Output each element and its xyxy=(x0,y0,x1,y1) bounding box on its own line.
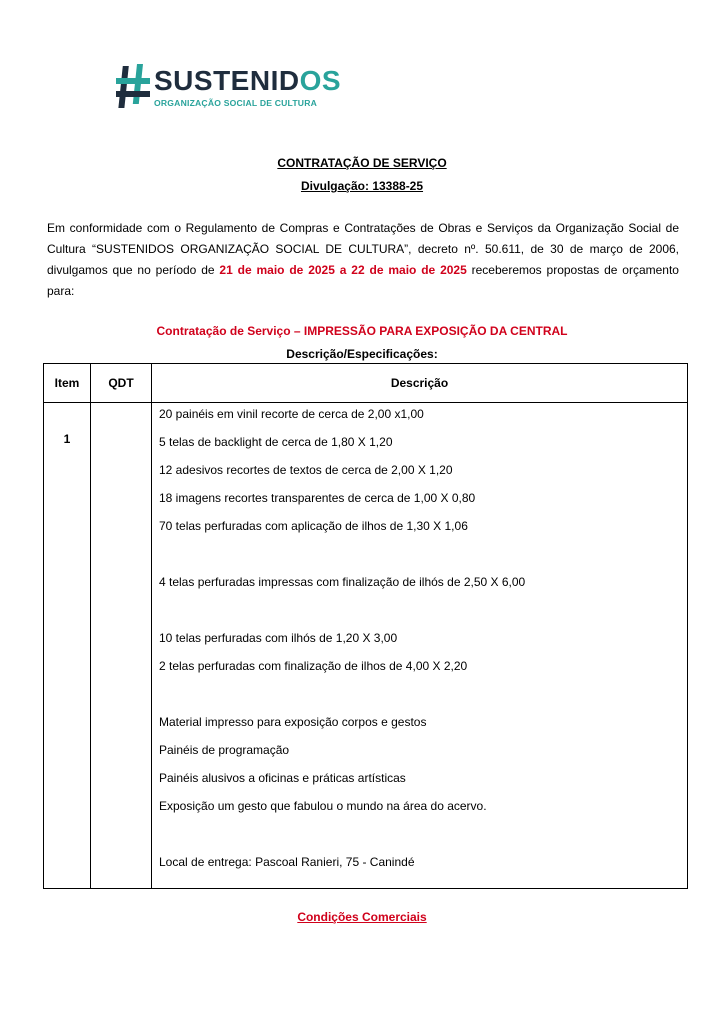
description-line: Painéis alusivos a oficinas e práticas artísticas xyxy=(159,771,406,785)
logo-subtitle: ORGANIZAÇÃO SOCIAL DE CULTURA xyxy=(154,98,318,108)
document-subtitle: Divulgação: 13388-25 xyxy=(300,179,424,193)
description-line: 10 telas perfuradas com ilhós de 1,20 X 3,00 xyxy=(159,631,398,645)
description-lines xyxy=(159,403,687,882)
item-cell xyxy=(44,403,91,889)
header-descricao: Descrição xyxy=(152,364,688,403)
description-spacer xyxy=(159,826,687,854)
service-title: Contratação de Serviço – IMPRESSÃO PARA EXPOSIÇÃO DA CENTRAL xyxy=(156,324,568,338)
header-qdt: QDT xyxy=(91,364,152,403)
table-row xyxy=(44,403,688,889)
description-cell xyxy=(152,403,688,889)
logo-wordmark-teal: OS xyxy=(299,65,342,96)
description-line: 5 telas de backlight de cerca de 1,80 X 1,20 xyxy=(159,435,393,449)
description-line: 18 imagens recortes transparentes de cerca de 1,00 X 0,80 xyxy=(159,491,476,505)
description-line: 12 adesivos recortes de textos de cerca de 2,00 X 1,20 xyxy=(159,463,453,477)
description-line: Material impresso para exposição corpos e gestos xyxy=(159,715,427,729)
specification-table xyxy=(43,363,688,889)
logo-wordmark-dark: SUSTENID xyxy=(154,65,300,96)
description-line: Painéis de programação xyxy=(159,743,290,757)
description-heading: Descrição/Especificações: xyxy=(286,347,438,361)
intro-text-start: Em conformidade com o Regulamento de Compras e Contratações de Obras e Serviços da Organização Social de Cultura “SUSTENIDOS ORGANIZAÇÃO SOCIAL DE CULTURA”, decreto nº. 50.611, de 30 de março de 2006, divulgamos que no período de xyxy=(47,221,679,277)
item-number: 1 xyxy=(63,432,71,446)
commercial-conditions-heading: Condições Comerciais xyxy=(297,910,427,924)
table-header-row xyxy=(44,364,688,403)
sustenidos-logo xyxy=(116,64,342,114)
logo-wordmark xyxy=(154,66,341,96)
description-line: 70 telas perfuradas com aplicação de ilhos de 1,30 X 1,06 xyxy=(159,519,468,533)
description-line: 4 telas perfuradas impressas com finalização de ilhós de 2,50 X 6,00 xyxy=(159,575,526,589)
hashtag-logo-icon xyxy=(116,64,150,110)
header-item: Item xyxy=(44,364,91,403)
description-spacer xyxy=(159,602,687,630)
description-line: 2 telas perfuradas com finalização de ilhos de 4,00 X 2,20 xyxy=(159,659,468,673)
description-spacer xyxy=(159,686,687,714)
description-line: Local de entrega: Pascoal Ranieri, 75 - Canindé xyxy=(159,855,415,869)
description-spacer xyxy=(159,546,687,574)
qdt-cell xyxy=(91,403,152,889)
proposal-period: 21 de maio de 2025 a 22 de maio de 2025 xyxy=(219,263,467,277)
intro-paragraph xyxy=(47,218,679,302)
description-line: 20 painéis em vinil recorte de cerca de 2,00 x1,00 xyxy=(159,407,424,421)
description-line: Exposição um gesto que fabulou o mundo na área do acervo. xyxy=(159,799,487,813)
document-title: CONTRATAÇÃO DE SERVIÇO xyxy=(277,156,447,170)
intro-text-end: receberemos propostas de orçamento para: xyxy=(47,263,679,298)
